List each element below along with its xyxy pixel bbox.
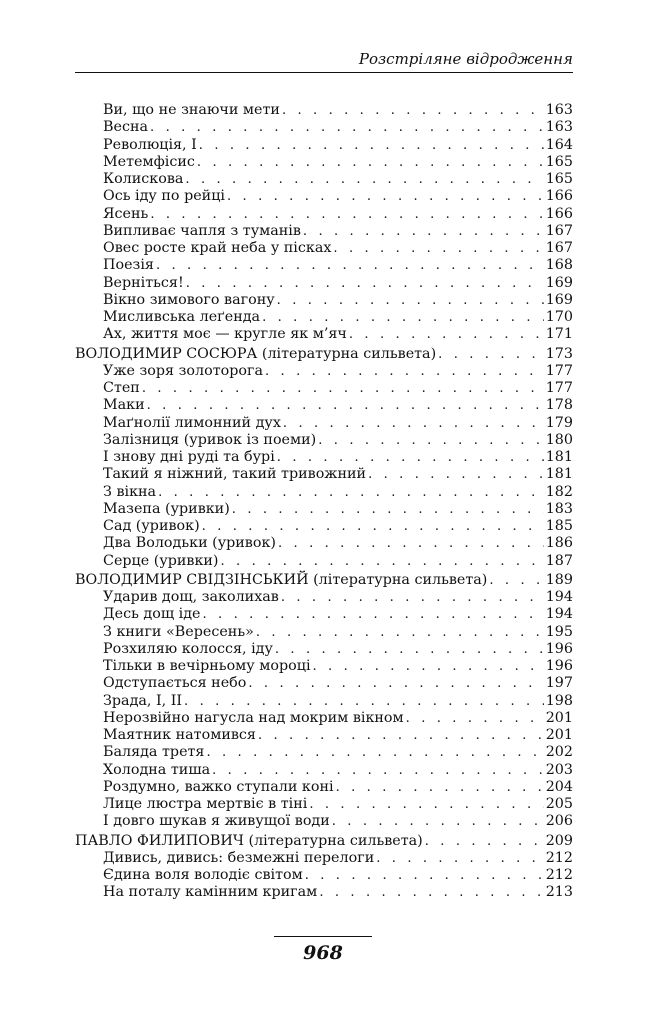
dot-leader bbox=[376, 850, 543, 867]
toc-entry-title: Ясень bbox=[103, 205, 149, 222]
toc-entry-title: З вікна bbox=[103, 483, 157, 500]
toc-entry-page: 198 bbox=[545, 692, 573, 709]
dot-leader bbox=[333, 240, 543, 257]
toc-entry-page: 194 bbox=[545, 589, 573, 605]
dot-leader bbox=[184, 693, 544, 710]
toc-entry bbox=[75, 240, 573, 257]
toc-entry bbox=[75, 415, 573, 432]
toc-entry-page: 197 bbox=[545, 675, 573, 692]
toc-entry-title: Єдина воля володіє світом bbox=[103, 867, 303, 883]
table-of-contents bbox=[75, 102, 573, 902]
dot-leader bbox=[336, 779, 544, 796]
toc-entry bbox=[75, 363, 573, 380]
toc-entry-page: 187 bbox=[545, 552, 573, 569]
toc-entry-title: ВОЛОДИМИР СОСЮРА (літературна сильвета) bbox=[75, 345, 437, 362]
toc-entry-page: 212 bbox=[545, 849, 573, 866]
toc-entry-page: 164 bbox=[545, 136, 573, 153]
toc-entry bbox=[75, 188, 573, 205]
toc-entry-page: 181 bbox=[545, 449, 573, 465]
toc-entry-page: 167 bbox=[545, 222, 573, 239]
dot-leader bbox=[277, 449, 544, 466]
toc-author-entry bbox=[75, 833, 573, 850]
toc-entry-title: ПАВЛО ФИЛИПОВИЧ (літературна сильвета) bbox=[75, 832, 423, 849]
dot-leader bbox=[489, 572, 543, 589]
dot-leader bbox=[232, 501, 544, 518]
toc-entry bbox=[75, 102, 573, 119]
running-head: Розстріляне відродження bbox=[358, 50, 573, 68]
toc-entry bbox=[75, 606, 573, 623]
toc-entry bbox=[75, 813, 573, 830]
dot-leader bbox=[185, 171, 543, 188]
toc-entry-page: 183 bbox=[545, 500, 573, 517]
toc-entry-title: Тільки в вечірньому мороці bbox=[103, 658, 311, 674]
toc-entry-page: 166 bbox=[545, 205, 573, 222]
toc-entry-title: Маятник натомився bbox=[103, 727, 256, 743]
toc-entry-title: Мисливська леґенда bbox=[103, 309, 261, 325]
dot-leader bbox=[275, 641, 544, 658]
toc-entry-page: 185 bbox=[545, 518, 573, 534]
toc-entry-title: Колискова bbox=[103, 171, 184, 187]
dot-leader bbox=[281, 589, 544, 606]
toc-entry-title: Нерозвійно нагусла над мокрим вікном bbox=[103, 709, 404, 726]
toc-entry-page: 202 bbox=[545, 744, 573, 761]
toc-entry bbox=[75, 518, 573, 535]
toc-entry-page: 180 bbox=[545, 431, 573, 448]
toc-entry-title: Розхиляю колосся, іду bbox=[103, 640, 273, 657]
toc-entry bbox=[75, 206, 573, 223]
dot-leader bbox=[283, 415, 544, 432]
toc-entry-page: 169 bbox=[545, 274, 573, 291]
toc-entry-page: 167 bbox=[545, 240, 573, 256]
toc-entry bbox=[75, 553, 573, 570]
dot-leader bbox=[349, 326, 544, 343]
dot-leader bbox=[147, 397, 544, 414]
toc-entry-page: 206 bbox=[545, 813, 573, 830]
toc-entry-page: 189 bbox=[545, 571, 573, 588]
dot-leader bbox=[202, 518, 544, 535]
toc-entry bbox=[75, 275, 573, 292]
toc-entry-page: 168 bbox=[545, 257, 573, 274]
toc-entry-title: Революція, І bbox=[103, 136, 197, 153]
dot-leader bbox=[258, 727, 544, 744]
toc-entry-title: Метемфісис bbox=[103, 153, 195, 170]
dot-leader bbox=[199, 137, 544, 154]
toc-entry bbox=[75, 154, 573, 171]
toc-entry bbox=[75, 693, 573, 710]
toc-entry bbox=[75, 326, 573, 343]
toc-entry-title: З книги «Вересень» bbox=[103, 623, 254, 640]
toc-entry-title: Залізниця (уривок із поеми) bbox=[103, 431, 317, 448]
dot-leader bbox=[319, 884, 543, 901]
toc-entry bbox=[75, 884, 573, 901]
toc-entry-page: 173 bbox=[545, 345, 573, 362]
toc-entry bbox=[75, 535, 573, 552]
toc-entry bbox=[75, 744, 573, 761]
toc-entry-page: 170 bbox=[545, 309, 573, 325]
toc-entry bbox=[75, 119, 573, 136]
toc-entry bbox=[75, 710, 573, 727]
dot-leader bbox=[368, 466, 544, 483]
toc-entry-title: Ударив дощ, заколихав bbox=[103, 589, 279, 605]
toc-entry bbox=[75, 449, 573, 466]
dot-leader bbox=[406, 710, 544, 727]
toc-entry bbox=[75, 223, 573, 240]
dot-leader bbox=[158, 484, 544, 501]
dot-leader bbox=[309, 796, 543, 813]
dot-leader bbox=[305, 867, 544, 884]
toc-entry-page: 196 bbox=[545, 658, 573, 674]
toc-entry-page: 163 bbox=[545, 102, 573, 118]
toc-entry-title: І знову дні руді та бурі bbox=[103, 449, 275, 465]
dot-leader bbox=[150, 206, 543, 223]
toc-entry-page: 163 bbox=[545, 119, 573, 136]
toc-entry bbox=[75, 171, 573, 188]
toc-entry bbox=[75, 137, 573, 154]
toc-entry bbox=[75, 484, 573, 501]
dot-leader bbox=[282, 102, 544, 119]
toc-entry-title: Одступається небо bbox=[103, 675, 247, 692]
dot-leader bbox=[303, 223, 544, 240]
toc-entry bbox=[75, 397, 573, 414]
dot-leader bbox=[150, 119, 544, 136]
toc-entry-title: І довго шукав я живущої води bbox=[103, 813, 330, 830]
toc-entry bbox=[75, 380, 573, 397]
toc-entry-title: Ось іду по рейці bbox=[103, 188, 225, 205]
toc-entry-title: ВОЛОДИМИР СВІДЗІНСЬКИЙ (літературна сильвета) bbox=[75, 571, 488, 588]
toc-entry-title: Овес росте край неба у пісках bbox=[103, 240, 332, 256]
toc-author-entry bbox=[75, 572, 573, 589]
toc-entry-page: 182 bbox=[545, 483, 573, 500]
dot-leader bbox=[278, 535, 544, 552]
dot-leader bbox=[186, 275, 544, 292]
toc-entry bbox=[75, 589, 573, 606]
dot-leader bbox=[438, 346, 544, 363]
toc-entry bbox=[75, 727, 573, 744]
toc-entry-page: 169 bbox=[545, 291, 573, 308]
toc-entry-page: 181 bbox=[545, 466, 573, 483]
dot-leader bbox=[221, 553, 544, 570]
toc-entry bbox=[75, 675, 573, 692]
footer-rule bbox=[274, 936, 372, 937]
toc-entry-page: 213 bbox=[545, 884, 573, 901]
dot-leader bbox=[318, 432, 543, 449]
toc-entry-page: 177 bbox=[545, 362, 573, 379]
toc-entry-page: 179 bbox=[545, 414, 573, 431]
toc-entry-page: 166 bbox=[545, 188, 573, 205]
toc-entry-title: Маґнолії лимонний дух bbox=[103, 414, 281, 431]
toc-entry-title: Степ bbox=[103, 380, 140, 396]
dot-leader bbox=[197, 154, 544, 171]
toc-entry-title: Верніться! bbox=[103, 274, 184, 291]
toc-entry bbox=[75, 762, 573, 779]
toc-entry-title: Вікно зимового вагону bbox=[103, 291, 275, 308]
toc-entry bbox=[75, 779, 573, 796]
toc-entry-title: Мазепа (уривки) bbox=[103, 500, 230, 517]
toc-entry-page: 212 bbox=[545, 867, 573, 883]
toc-entry-page: 177 bbox=[545, 380, 573, 396]
dot-leader bbox=[256, 624, 544, 641]
dot-leader bbox=[206, 744, 543, 761]
toc-entry-page: 178 bbox=[545, 397, 573, 414]
dot-leader bbox=[277, 292, 544, 309]
dot-leader bbox=[265, 363, 544, 380]
toc-entry-title: Уже зоря золоторога bbox=[103, 362, 263, 379]
header-rule bbox=[75, 72, 573, 73]
toc-entry bbox=[75, 867, 573, 884]
toc-entry-title: Випливає чапля з туманів bbox=[103, 222, 301, 239]
toc-entry bbox=[75, 257, 573, 274]
toc-entry bbox=[75, 850, 573, 867]
toc-entry bbox=[75, 309, 573, 326]
toc-entry-title: Весна bbox=[103, 119, 149, 136]
dot-leader bbox=[332, 813, 544, 830]
toc-entry bbox=[75, 432, 573, 449]
toc-entry-title: Лице люстра мертвіє в тіні bbox=[103, 796, 308, 812]
toc-entry-page: 195 bbox=[545, 623, 573, 640]
toc-entry-title: Серце (уривки) bbox=[103, 552, 219, 569]
toc-entry-title: Роздумно, важко ступали коні bbox=[103, 778, 334, 795]
toc-entry-title: Такий я ніжний, такий тривожний bbox=[103, 466, 367, 483]
toc-entry-title: На поталу камінним кригам bbox=[103, 884, 318, 901]
dot-leader bbox=[142, 380, 544, 397]
toc-entry bbox=[75, 466, 573, 483]
toc-entry-page: 165 bbox=[545, 171, 573, 187]
toc-entry-page: 165 bbox=[545, 153, 573, 170]
toc-entry-title: Два Володьки (уривок) bbox=[103, 535, 276, 552]
toc-entry-title: Холодна тиша bbox=[103, 761, 211, 778]
toc-entry-title: Ах, життя моє — кругле як м’яч bbox=[103, 326, 347, 343]
toc-entry-page: 201 bbox=[545, 727, 573, 743]
toc-entry-title: Ви, що не знаючи мети bbox=[103, 102, 280, 118]
dot-leader bbox=[203, 606, 544, 623]
toc-entry bbox=[75, 624, 573, 641]
dot-leader bbox=[248, 675, 543, 692]
dot-leader bbox=[313, 658, 544, 675]
dot-leader bbox=[425, 833, 544, 850]
toc-entry-page: 205 bbox=[545, 796, 573, 812]
toc-entry-page: 171 bbox=[545, 326, 573, 343]
toc-entry-page: 194 bbox=[545, 606, 573, 623]
toc-entry-title: Баляда третя bbox=[103, 744, 205, 761]
toc-entry-title: Поезія bbox=[103, 257, 154, 274]
toc-entry-page: 196 bbox=[545, 640, 573, 657]
toc-entry-title: Зрада, І, ІІ bbox=[103, 692, 183, 709]
toc-entry-title: Сад (уривок) bbox=[103, 518, 200, 534]
toc-entry-page: 201 bbox=[545, 709, 573, 726]
dot-leader bbox=[227, 188, 544, 205]
toc-entry-page: 204 bbox=[545, 778, 573, 795]
dot-leader bbox=[212, 762, 544, 779]
dot-leader bbox=[156, 257, 544, 274]
toc-entry bbox=[75, 658, 573, 675]
toc-entry-page: 209 bbox=[545, 832, 573, 849]
page-number: 968 bbox=[303, 942, 343, 964]
toc-entry bbox=[75, 292, 573, 309]
toc-entry-title: Маки bbox=[103, 397, 145, 414]
toc-author-entry bbox=[75, 346, 573, 363]
toc-entry bbox=[75, 501, 573, 518]
toc-entry-page: 186 bbox=[545, 535, 573, 552]
toc-entry-title: Дивись, дивись: безмежні перелоги bbox=[103, 849, 375, 866]
dot-leader bbox=[262, 309, 544, 326]
toc-entry-title: Десь дощ іде bbox=[103, 606, 201, 623]
toc-entry bbox=[75, 796, 573, 813]
toc-entry-page: 203 bbox=[545, 761, 573, 778]
toc-entry bbox=[75, 641, 573, 658]
